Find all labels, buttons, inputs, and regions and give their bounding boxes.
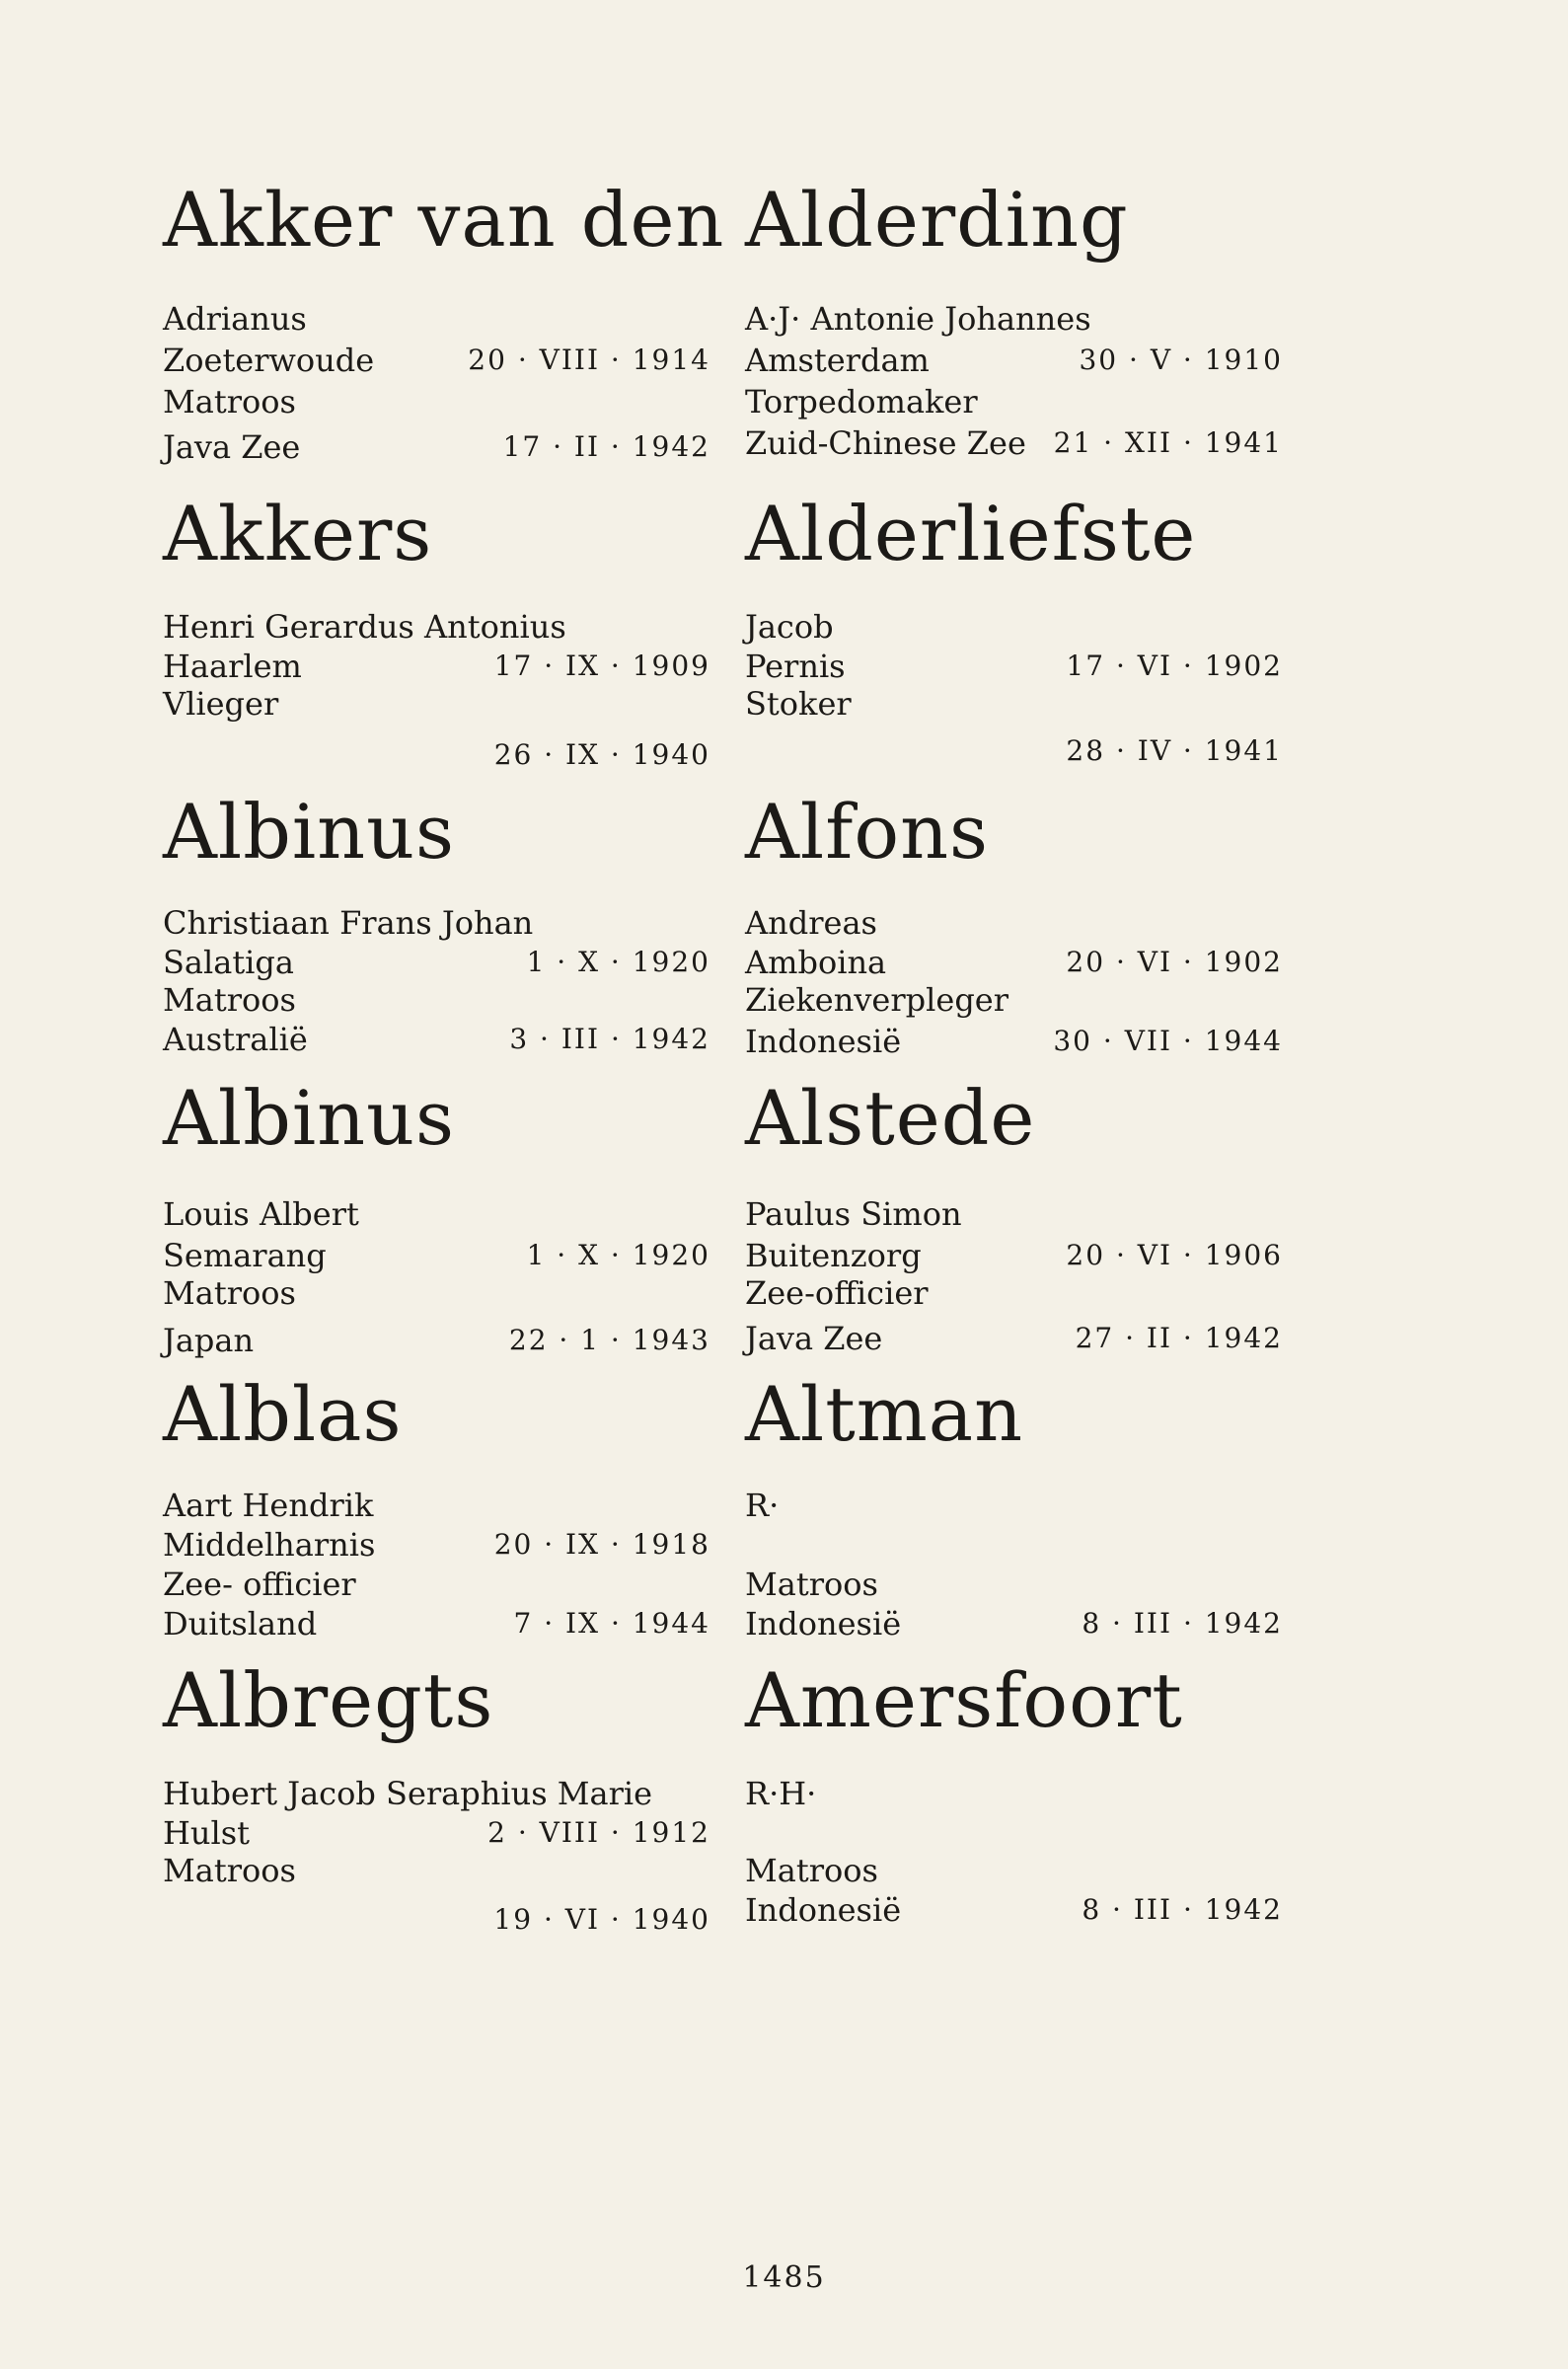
entry: [163, 490, 710, 771]
death-date: 19 · VI · 1940: [493, 1903, 710, 1936]
given-names: [163, 299, 710, 339]
birthplace-text: Zoeterwoude: [163, 342, 375, 379]
place-of-death-text: Australië: [163, 1021, 308, 1058]
birthplace: [745, 1525, 1283, 1565]
given-names: [163, 1194, 710, 1234]
surname: Alderliefste: [745, 490, 1197, 577]
surname: Altman: [745, 1370, 1024, 1458]
rank: [745, 1565, 1283, 1604]
given-names-text: Henri Gerardus Antonius: [163, 608, 566, 646]
surname: Akker van den: [163, 176, 725, 264]
death-date: 8 · III · 1942: [1082, 1893, 1283, 1926]
surname: Alfons: [745, 788, 990, 876]
rank-text: Torpedomaker: [745, 383, 978, 420]
surname: Albregts: [163, 1656, 494, 1744]
death-date: 17 · II · 1942: [502, 430, 710, 463]
death-date: 26 · IX · 1940: [493, 738, 710, 771]
place-of-death: [163, 1020, 710, 1059]
given-names-text: Aart Hendrik: [163, 1487, 374, 1524]
given-names: [745, 1774, 1283, 1813]
given-names-text: Adrianus: [163, 300, 307, 338]
given-names: [163, 607, 710, 647]
birthplace-text: Haarlem: [163, 648, 302, 685]
birthplace: [163, 1813, 710, 1853]
surname: Albinus: [163, 788, 456, 876]
birthplace-text: Buitenzorg: [745, 1237, 922, 1274]
birthplace-text: Pernis: [745, 648, 846, 685]
rank-text: Stoker: [745, 685, 852, 723]
place-of-death: [163, 1321, 710, 1360]
entry: [163, 176, 725, 466]
rank-text: Vlieger: [163, 685, 279, 723]
entry: [745, 176, 1283, 462]
place-of-death-text: Java Zee: [163, 428, 301, 466]
page-number: 1485: [742, 2260, 826, 2295]
birth-date: 20 · VI · 1906: [1066, 1239, 1283, 1271]
place-of-death: [163, 427, 710, 467]
entry: [163, 1370, 710, 1643]
place-of-death: [745, 1604, 1283, 1643]
rank: [745, 1851, 1283, 1890]
rank: [163, 382, 710, 421]
given-names: [163, 1774, 710, 1813]
given-names: [163, 1486, 710, 1525]
entry: [745, 788, 1283, 1060]
place-of-death: [163, 1604, 710, 1643]
given-names: [745, 607, 1283, 647]
birth-date: 17 · IX · 1909: [493, 650, 710, 682]
birthplace-text: Amsterdam: [745, 342, 930, 379]
rank: [745, 1273, 1283, 1313]
surname: Akkers: [163, 490, 433, 577]
place-of-death: [163, 1900, 710, 1940]
given-names-text: A·J· Antonie Johannes: [745, 300, 1091, 338]
given-names-text: Hubert Jacob Seraphius Marie: [163, 1775, 653, 1812]
place-of-death-text: Java Zee: [745, 1320, 883, 1357]
rank-text: Matroos: [745, 1566, 878, 1603]
entry: [163, 1656, 710, 1936]
given-names-text: Jacob: [745, 608, 834, 646]
birthplace: [745, 1236, 1283, 1275]
death-date: 28 · IV · 1941: [1066, 734, 1283, 767]
death-date: 22 · 1 · 1943: [508, 1324, 710, 1356]
birthplace-text: Middelharnis: [163, 1526, 376, 1564]
birthplace: [745, 943, 1283, 982]
birth-date: 20 · VIII · 1914: [468, 344, 710, 376]
birthplace: [745, 647, 1283, 686]
place-of-death-text: Japan: [163, 1322, 255, 1359]
given-names-text: R·H·: [745, 1775, 817, 1812]
birthplace: [163, 341, 710, 380]
rank: [745, 684, 1283, 724]
birth-date: 2 · VIII · 1912: [487, 1816, 710, 1849]
death-date: 8 · III · 1942: [1082, 1607, 1283, 1640]
birthplace: [163, 1236, 710, 1275]
rank-text: Ziekenverpleger: [745, 981, 1009, 1019]
rank-text: Zee-officier: [745, 1274, 929, 1312]
given-names-text: Louis Albert: [163, 1195, 359, 1233]
birth-date: 30 · V · 1910: [1079, 344, 1283, 376]
birthplace: [163, 1525, 710, 1565]
surname: Alblas: [163, 1370, 403, 1458]
place-of-death: [745, 423, 1283, 463]
rank: [163, 1273, 710, 1313]
rank: [163, 1851, 710, 1890]
surname: Alderding: [745, 176, 1129, 264]
given-names-text: Christiaan Frans Johan: [163, 904, 534, 942]
rank: [745, 980, 1283, 1020]
birth-date: 20 · IX · 1918: [493, 1528, 710, 1561]
given-names-text: R·: [745, 1487, 780, 1524]
rank-text: Matroos: [163, 1852, 296, 1889]
rank-text: Matroos: [745, 1852, 878, 1889]
rank-text: Matroos: [163, 1274, 296, 1312]
place-of-death-text: Indonesië: [745, 1023, 902, 1060]
rank: [163, 684, 710, 724]
place-of-death: [745, 1319, 1283, 1358]
birthplace-text: Salatiga: [163, 944, 294, 981]
death-date: 7 · IX · 1944: [513, 1607, 710, 1640]
entry: [745, 490, 1283, 767]
rank-text: Zee- officier: [163, 1566, 356, 1603]
rank: [745, 382, 1283, 421]
given-names: [745, 1486, 1283, 1525]
birthplace: [745, 1813, 1283, 1853]
birthplace: [745, 341, 1283, 380]
place-of-death: [745, 731, 1283, 771]
birth-date: 17 · VI · 1902: [1066, 650, 1283, 682]
surname: Amersfoort: [745, 1656, 1183, 1744]
birth-date: 1 · X · 1920: [526, 1239, 710, 1271]
birth-date: 1 · X · 1920: [526, 946, 710, 978]
given-names-text: Paulus Simon: [745, 1195, 962, 1233]
entry: [745, 1656, 1283, 1929]
birthplace-text: Amboina: [745, 944, 887, 981]
place-of-death-text: Indonesië: [745, 1605, 902, 1643]
place-of-death: [163, 735, 710, 775]
place-of-death-text: Indonesië: [745, 1891, 902, 1929]
given-names: [745, 1194, 1283, 1234]
death-date: 27 · II · 1942: [1075, 1322, 1283, 1354]
death-date: 21 · XII · 1941: [1053, 426, 1283, 459]
birthplace-text: Semarang: [163, 1237, 327, 1274]
given-names: [745, 903, 1283, 943]
given-names: [163, 903, 710, 943]
place-of-death-text: Zuid-Chinese Zee: [745, 424, 1026, 462]
rank-text: Matroos: [163, 981, 296, 1019]
rank-text: Matroos: [163, 383, 296, 420]
birthplace: [163, 647, 710, 686]
entry: [163, 788, 710, 1058]
given-names: [745, 299, 1283, 339]
birthplace: [163, 943, 710, 982]
death-date: 30 · VII · 1944: [1053, 1025, 1283, 1057]
place-of-death: [745, 1022, 1283, 1061]
rank: [163, 1565, 710, 1604]
entry: [745, 1370, 1283, 1643]
place-of-death: [745, 1890, 1283, 1930]
death-date: 3 · III · 1942: [509, 1023, 710, 1055]
surname: Alstede: [745, 1074, 1036, 1162]
place-of-death-text: Duitsland: [163, 1605, 318, 1643]
birth-date: 20 · VI · 1902: [1066, 946, 1283, 978]
rank: [163, 980, 710, 1020]
given-names-text: Andreas: [745, 904, 877, 942]
entry: [745, 1074, 1283, 1357]
entry: [163, 1074, 710, 1359]
birthplace-text: Hulst: [163, 1814, 251, 1852]
surname: Albinus: [163, 1074, 456, 1162]
